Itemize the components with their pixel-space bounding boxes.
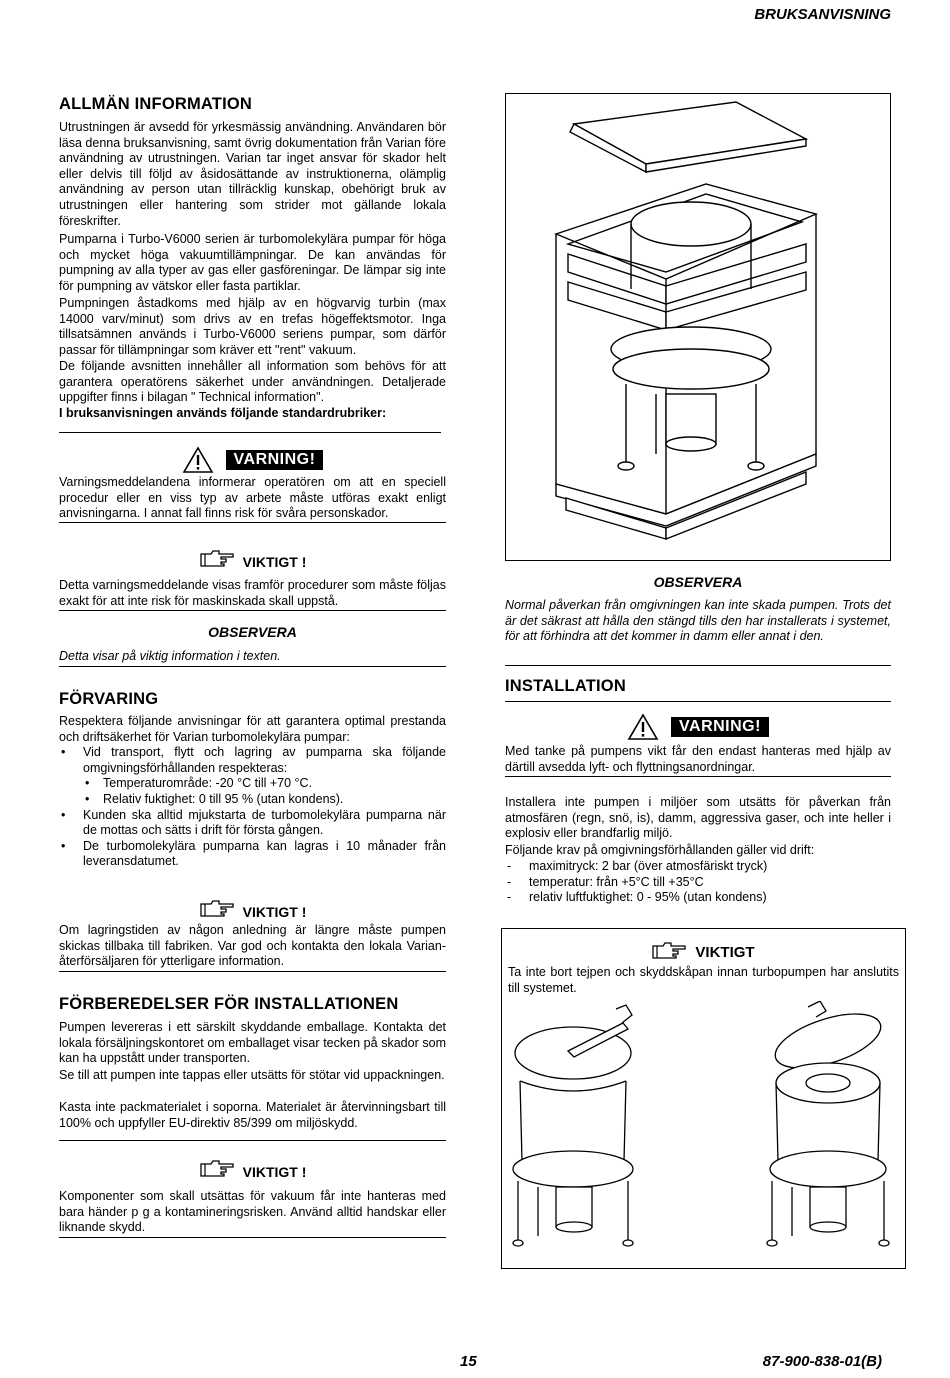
- pointing-hand-icon: [199, 1158, 235, 1178]
- sub-list: [83, 776, 446, 807]
- important-header: [59, 1155, 446, 1181]
- important-text: Ta inte bort tejpen och skyddskåpan innan turbopumpen har anslutits till systemet.: [508, 965, 899, 995]
- important-label: VIKTIGT !: [242, 904, 307, 920]
- important-header: [502, 939, 904, 961]
- important-label: VIKTIGT !: [242, 554, 307, 570]
- packaging-crate-illustration: [506, 94, 889, 559]
- list-item: - relativ luftfuktighet: 0 - 95% (utan kondens): [505, 890, 891, 906]
- divider: [59, 666, 446, 667]
- divider: [505, 665, 891, 666]
- forbered-paragraph-1: Pumpen levereras i ett särskilt skyddande emballage. Kontakta det lokala försäljningskontoret om emballaget visar tecken på skador som kan ha uppstått under transporten.: [59, 1020, 446, 1066]
- note-text: Detta visar på viktig information i texten.: [59, 649, 281, 663]
- warning-text: Varningsmeddelandena informerar operatören om att en speciell procedur eller en viss typ av arbete måste utföras exakt enligt anvisningarna. I annat fall finns risk för svåra personskador.: [59, 475, 446, 521]
- section-heading-installation: INSTALLATION: [505, 677, 626, 695]
- list-item: - temperatur: från +5°C till +35°C: [505, 875, 891, 891]
- divider: [505, 776, 891, 777]
- warning-triangle-icon: [627, 713, 659, 741]
- document-number: 87-900-838-01(B): [762, 1353, 882, 1370]
- forvaring-intro: Respektera följande anvisningar för att garantera optimal prestanda och driftsäkerhet för Varian turbomolekylära pumpar:: [59, 714, 446, 744]
- allman-paragraph-3: Pumpningen åstadkoms med hjälp av en högvarvig turbin (max 14000 varv/minut) som drivs av en trefas högeffektsmotor. Inga tillsatsämnen används i Turbo-V6000 seriens pumpar, som därför passar för tillämpningar som kräver ett "rent" vakuum.: [59, 296, 446, 357]
- warning-text: Med tanke på pumpens vikt får den endast hanteras med hjälp av därtill avsedda lyft- och flyttningsanordningar.: [505, 744, 891, 774]
- forbered-paragraph-3: Kasta inte packmaterialet i soporna. Materialet är återvinningsbart till 100% och uppfyller EU-direktiv 85/399 om miljöskydd.: [59, 1100, 446, 1130]
- forvaring-list: [59, 745, 446, 870]
- page-number: 15: [460, 1353, 477, 1370]
- allman-paragraph-5: I bruksanvisningen används följande standardrubriker:: [59, 406, 387, 420]
- important-text: Komponenter som skall utsättas för vakuum får inte hanteras med bara händer p g a kontamineringsrisken. Använd alltid handskar eller liknande skydd.: [59, 1189, 446, 1235]
- important-label: VIKTIGT: [695, 944, 755, 961]
- installation-paragraph-2: Följande krav på omgivningsförhållanden gäller vid drift:: [505, 843, 815, 857]
- section-heading-forvaring: FÖRVARING: [59, 690, 159, 708]
- important-text: Om lagringstiden av någon anledning är längre måste pumpen skickas tillbaka till fabriken. Var god och kontakta den lokala Varian-återförsäljaren för ytterligare information.: [59, 923, 446, 969]
- divider: [59, 522, 446, 523]
- pointing-hand-icon: [199, 898, 235, 918]
- warning-header: [59, 446, 446, 474]
- list-item-text: Vid transport, flytt och lagring av pumparna ska följande omgivningsförhållanden respekteras:: [83, 745, 446, 775]
- pointing-hand-icon: [651, 940, 687, 960]
- pump-cover-removal-illustration: [508, 1001, 900, 1263]
- list-item: • De turbomolekylära pumparna kan lagras i 10 månader från leveransdatumet.: [59, 839, 446, 870]
- important-header: [59, 895, 446, 921]
- divider: [505, 701, 891, 702]
- list-item: [59, 745, 446, 807]
- list-item: • Temperaturområde: -20 °C till +70 °C.: [83, 776, 446, 792]
- divider: [59, 432, 441, 433]
- list-item: • Relativ fuktighet: 0 till 95 % (utan kondens).: [83, 792, 446, 808]
- important-text: Detta varningsmeddelande visas framför procedurer som måste följas exakt för att inte risk för maskinskada skall uppstå.: [59, 578, 446, 608]
- important-box: [501, 928, 906, 1269]
- section-heading-allman: ALLMÄN INFORMATION: [59, 95, 253, 113]
- forvaring-body: [59, 714, 446, 870]
- allman-paragraph-2: Pumparna i Turbo-V6000 serien är turbomolekylära pumpar för höga och mycket höga vakuumtillämpningar. De kan användas för pumpning av alla typer av gas eller gasföreningar. De lämpar sig inte för pumpning av vätskor eller fasta partiklar.: [59, 232, 446, 293]
- important-label: VIKTIGT !: [242, 1164, 307, 1180]
- important-header: [59, 545, 446, 571]
- warning-label: VARNING!: [226, 450, 324, 470]
- pointing-hand-icon: [199, 548, 235, 568]
- list-item: • Kunden ska alltid mjukstarta de turbomolekylära pumparna när de mottas och sätts i drift för första gången.: [59, 808, 446, 839]
- packaging-illustration-frame: [505, 93, 891, 561]
- installation-paragraph-1: Installera inte pumpen i miljöer som utsätts för påverkan från atmosfären (regn, snö, is), damm, aggressiva gaser, och inte heller i explosiv eller brandfarlig miljö.: [505, 795, 891, 841]
- divider: [59, 971, 446, 972]
- divider: [59, 1237, 446, 1238]
- warning-label: VARNING!: [671, 717, 769, 737]
- note-label: OBSERVERA: [653, 574, 743, 590]
- allman-paragraph-1: Utrustningen är avsedd för yrkesmässig användning. Användaren bör läsa denna bruksanvisning, samt övrig dokumentation från Varian före användning av utrustningen. Varian tar inget ansvar för skador helt eller delvis till följd av åsidosättande av instruktionerna, olämplig användning av person utan tillräcklig kunskap, obehörigt bruk av utrustningen eller hantering som strider mot gällande lokala föreskrifter.: [59, 120, 446, 228]
- section-heading-forbered: FÖRBEREDELSER FÖR INSTALLATIONEN: [59, 995, 399, 1013]
- page-header-title: BRUKSANVISNING: [754, 6, 891, 23]
- warning-header: [505, 713, 891, 741]
- forbered-paragraph-2: Se till att pumpen inte tappas eller utsätts för stötar vid uppackningen.: [59, 1068, 445, 1082]
- divider: [59, 1140, 446, 1141]
- list-item: - maximitryck: 2 bar (över atmosfäriskt tryck): [505, 859, 891, 875]
- note-label: OBSERVERA: [208, 624, 297, 640]
- note-text: Normal påverkan från omgivningen kan inte skada pumpen. Trots det är det säkrast att hålla den stängd tills den har installerats i systemet, för att förhindra att det kommer in damm eller annat i den.: [505, 598, 891, 644]
- installation-requirements-list: [505, 859, 891, 906]
- warning-triangle-icon: [182, 446, 214, 474]
- allman-paragraph-4: De följande avsnitten innehåller all information som behövs för att garantera operatörens säkerhet under användningen. Detaljerade uppgifter finns i bilagan " Technical information".: [59, 359, 446, 405]
- divider: [59, 610, 446, 611]
